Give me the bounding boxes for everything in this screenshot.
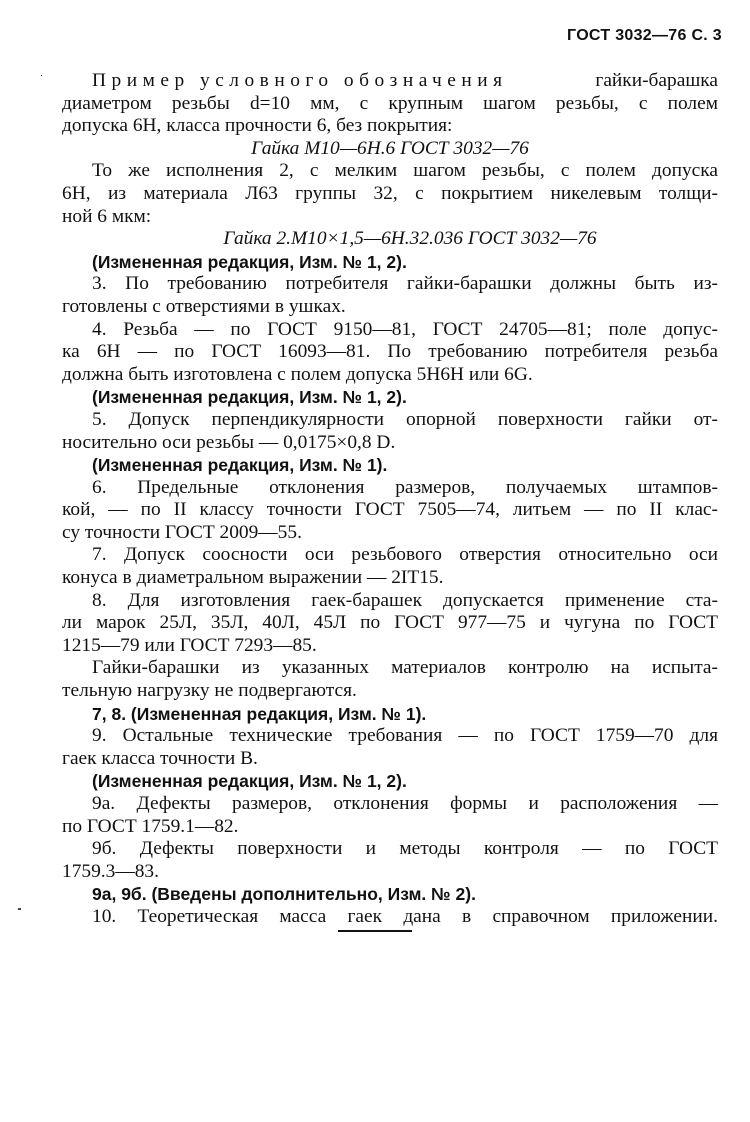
paragraph-line: 1759.3—83.	[62, 860, 159, 882]
amendment-note: 9а, 9б. (Введены дополнительно, Изм. № 2).	[92, 884, 476, 905]
amendment-note: 7, 8. (Измененная редакция, Изм. № 1).	[92, 703, 427, 724]
paragraph-line: 4. Резьба — по ГОСТ 9150—81, ГОСТ 24705—81; поле допус-	[92, 318, 718, 340]
paragraph-line: 8. Для изготовления гаек-барашек допускается применение ста-	[92, 589, 718, 611]
amendment-note: (Измененная редакция, Изм. № 1, 2).	[92, 771, 407, 792]
paragraph-line: 1215—79 или ГОСТ 7293—85.	[62, 634, 317, 656]
document-body	[62, 70, 718, 929]
paragraph-line: носительно оси резьбы — 0,0175×0,8 D.	[62, 431, 396, 453]
paragraph-line: 9а. Дефекты размеров, отклонения формы и расположения —	[92, 793, 718, 814]
paragraph-line: тельную нагрузку не подвергаются.	[62, 680, 357, 702]
paragraph-line: 5. Допуск перпендикулярности опорной поверхности гайки от-	[92, 408, 718, 430]
text-fragment: гайки-барашка	[595, 70, 718, 91]
paragraph-line: ной 6 мкм:	[62, 205, 152, 227]
paragraph-line: 6. Предельные отклонения размеров, получаемых штампов-	[92, 476, 718, 498]
scan-speck	[41, 75, 42, 76]
end-rule	[338, 930, 412, 932]
amendment-note: (Измененная редакция, Изм. № 1).	[92, 455, 388, 476]
paragraph-line: 6Н, из материала Л63 группы 32, с покрытием никелевым толщи-	[62, 182, 718, 204]
paragraph-line: готовлены с отверстиями в ушках.	[62, 295, 346, 317]
paragraph-line: кой, — по II классу точности ГОСТ 7505—74, литьем — по II клас-	[62, 499, 718, 521]
paragraph-line: должна быть изготовлена с полем допуска 5Н6Н или 6G.	[62, 363, 533, 385]
paragraph-line: допуска 6Н, класса прочности 6, без покрытия:	[62, 115, 453, 137]
paragraph-line: ка 6Н — по ГОСТ 16093—81. По требованию потребителя резьба	[62, 341, 718, 363]
spaced-heading: Пример условного обозначения	[92, 70, 508, 91]
paragraph-line: То же исполнения 2, с мелким шагом резьбы, с полем допуска	[92, 160, 718, 182]
paragraph-line: Гайки-барашки из указанных материалов контролю на испыта-	[92, 657, 718, 679]
paragraph-line: 10. Теоретическая масса гаек дана в справочном приложении.	[92, 905, 718, 927]
paragraph-line: ли марок 25Л, 35Л, 40Л, 45Л по ГОСТ 977—75 и чугуна по ГОСТ	[62, 612, 718, 634]
amendment-note: (Измененная редакция, Изм. № 1, 2).	[92, 251, 407, 272]
amendment-note: (Измененная редакция, Изм. № 1, 2).	[92, 387, 407, 408]
designation-example: Гайка 2.М10×1,5—6Н.32.036 ГОСТ 3032—76	[223, 228, 597, 250]
paragraph-line: 3. По требованию потребителя гайки-барашки должны быть из-	[92, 273, 718, 295]
paragraph-line: 9б. Дефекты поверхности и методы контроля — по ГОСТ	[92, 838, 718, 860]
page-header: ГОСТ 3032—76 С. 3	[567, 27, 722, 44]
designation-example: Гайка М10—6Н.6 ГОСТ 3032—76	[251, 137, 529, 159]
paragraph-line: конуса в диаметральном выражении — 2IT15.	[62, 567, 444, 589]
paragraph-line	[62, 70, 718, 93]
paragraph-line: гаек класса точности В.	[62, 747, 258, 769]
scan-speck	[18, 908, 21, 910]
paragraph-line: 9. Остальные технические требования — по ГОСТ 1759—70 для	[92, 725, 718, 747]
paragraph-line: по ГОСТ 1759.1—82.	[62, 815, 239, 837]
paragraph-line: су точности ГОСТ 2009—55.	[62, 521, 302, 543]
paragraph-line: 7. Допуск соосности оси резьбового отверстия относительно оси	[92, 544, 718, 566]
paragraph-line: диаметром резьбы d=10 мм, с крупным шагом резьбы, с полем	[62, 92, 718, 114]
